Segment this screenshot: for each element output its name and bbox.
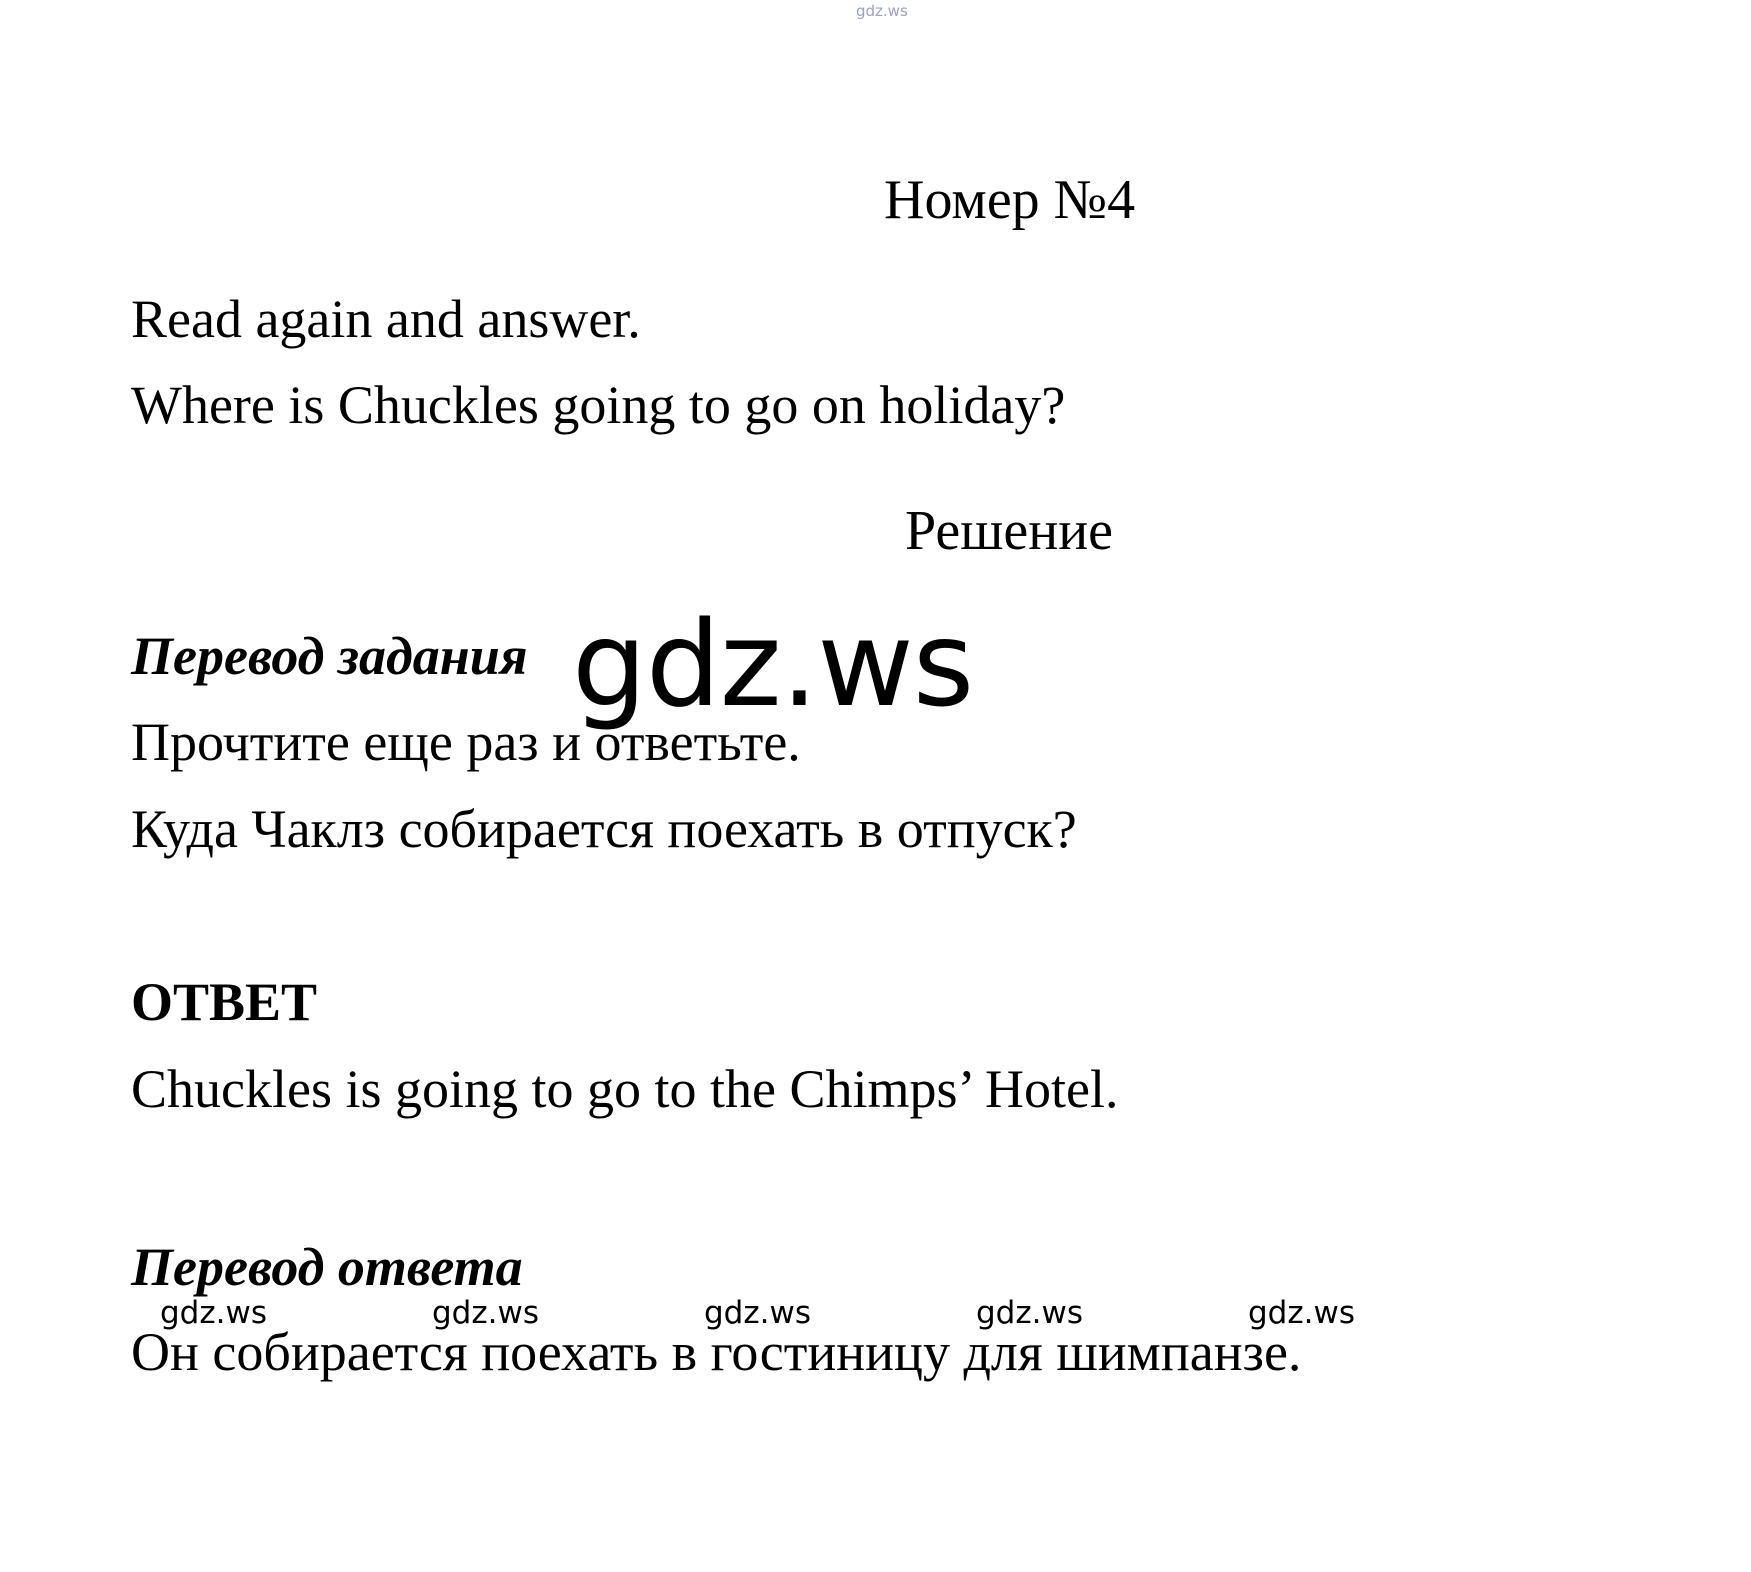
watermark-small-2: gdz.ws [432,1295,539,1331]
task-translation-line-2: Куда Чаклз собирается поехать в отпуск? [131,799,1077,859]
watermark-small-1: gdz.ws [160,1295,267,1331]
solution-heading: Решение [905,500,1114,562]
watermark-small-5: gdz.ws [1248,1295,1355,1331]
task-translation-line-1: Прочтите еще раз и ответьте. [131,712,801,772]
task-translation-heading: Перевод задания [131,626,528,686]
task-line-2: Where is Chuckles going to go on holiday? [131,375,1066,435]
answer-translation-heading: Перевод ответа [131,1237,523,1297]
answer-translation-text: Он собирается поехать в гостиницу для шимпанзе. [131,1322,1302,1382]
watermark-small-4: gdz.ws [976,1295,1083,1331]
watermark-top: gdz.ws [856,2,908,20]
watermark-large: gdz.ws [572,595,974,733]
page-title: Номер №4 [884,169,1136,231]
task-line-1: Read again and answer. [131,289,641,349]
watermark-small-3: gdz.ws [704,1295,811,1331]
answer-text: Chuckles is going to go to the Chimps’ Hotel. [131,1059,1119,1119]
answer-heading: ОТВЕТ [131,972,318,1032]
